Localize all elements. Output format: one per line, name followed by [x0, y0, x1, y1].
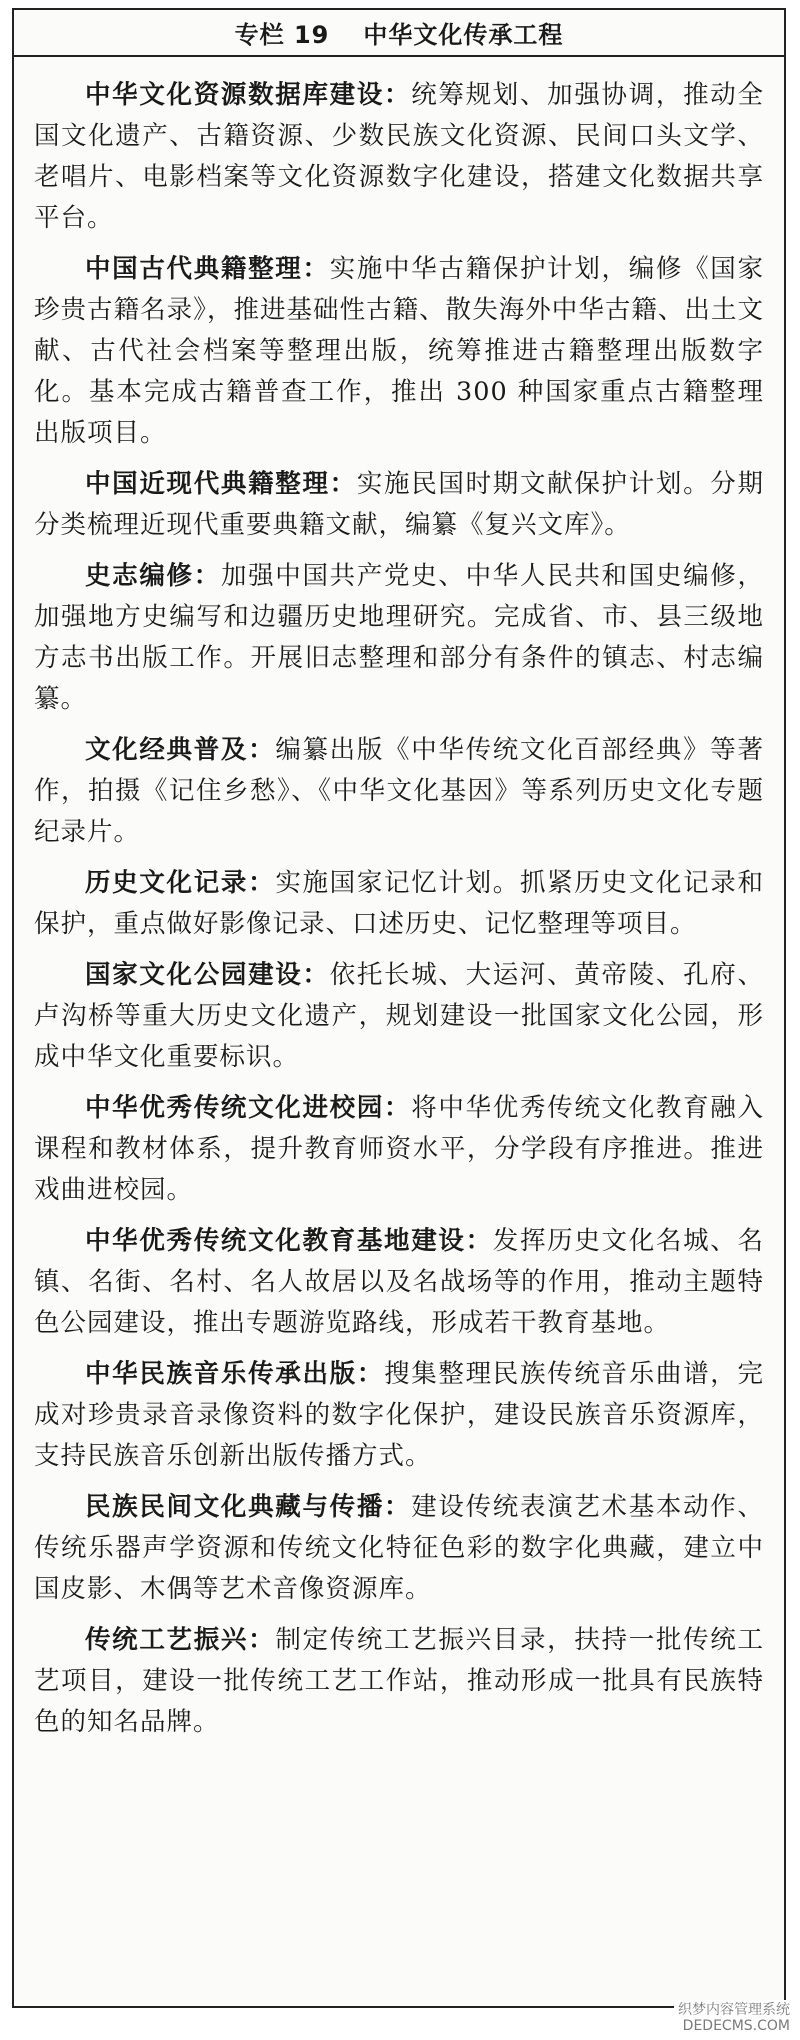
item-text: 实施中华古籍保护计划，编修《国家珍贵古籍名录》，推进基础性古籍、散失海外中华古籍、出土文献、古代社会档案等整理出版，统筹推进古籍整理出版数字化。基本完成古籍普查工作，推出 300 种国家重点古籍整理出版项目。: [34, 254, 764, 448]
watermark-line-1: 织梦内容管理系统: [678, 2002, 790, 2018]
column-box: [12, 8, 786, 2008]
column-title: 中华文化传承工程: [363, 21, 564, 49]
item-text: 将中华优秀传统文化教育融入课程和教材体系，提升教育师资水平，分学段有序推进。推进戏曲进校园。: [34, 1093, 764, 1205]
item-heading: 传统工艺振兴：: [85, 1625, 276, 1655]
list-item: [34, 1354, 764, 1477]
item-text: 制定传统工艺振兴目录，扶持一批传统工艺项目，建设一批传统工艺工作站，推动形成一批具有民族特色的知名品牌。: [34, 1625, 764, 1737]
item-text: 加强中国共产党史、中华人民共和国史编修，加强地方史编写和边疆历史地理研究。完成省、市、县三级地方志书出版工作。开展旧志整理和部分有条件的镇志、村志编纂。: [34, 561, 764, 714]
list-item: [34, 249, 764, 454]
item-heading: 历史文化记录：: [85, 868, 276, 898]
list-item: [34, 556, 764, 720]
item-heading: 国家文化公园建设：: [85, 960, 330, 990]
list-item: [34, 464, 764, 546]
item-text: 编纂出版《中华传统文化百部经典》等著作，拍摄《记住乡愁》、《中华文化基因》等系列历史文化专题纪录片。: [34, 735, 764, 847]
item-text: 实施国家记忆计划。抓紧历史文化记录和保护，重点做好影像记录、口述历史、记忆整理等项目。: [34, 868, 764, 939]
item-heading: 中国近现代典籍整理：: [85, 469, 357, 499]
item-text: 发挥历史文化名城、名镇、名街、名村、名人故居以及名战场等的作用，推动主题特色公园建设，推出专题游览路线，形成若干教育基地。: [34, 1226, 764, 1338]
list-item: [34, 863, 764, 945]
item-heading: 中华优秀传统文化教育基地建设：: [85, 1226, 493, 1256]
site-watermark: [674, 2000, 794, 2036]
list-item: [34, 1088, 764, 1211]
column-header: [14, 10, 784, 57]
item-heading: 中华优秀传统文化进校园：: [85, 1093, 412, 1123]
column-body: [14, 57, 784, 1743]
list-item: [34, 955, 764, 1078]
item-text: 实施民国时期文献保护计划。分期分类梳理近现代重要典籍文献，编纂《复兴文库》。: [34, 469, 764, 540]
item-text: 依托长城、大运河、黄帝陵、孔府、卢沟桥等重大历史文化遗产，规划建设一批国家文化公园，形成中华文化重要标识。: [34, 960, 764, 1072]
list-item: [34, 730, 764, 853]
item-text: 建设传统表演艺术基本动作、传统乐器声学资源和传统文化特征色彩的数字化典藏，建立中国皮影、木偶等艺术音像资源库。: [34, 1492, 764, 1604]
list-item: [34, 75, 764, 239]
item-heading: 史志编修：: [85, 561, 221, 591]
item-text: 搜集整理民族传统音乐曲谱，完成对珍贵录音录像资料的数字化保护，建设民族音乐资源库，支持民族音乐创新出版传播方式。: [34, 1359, 764, 1471]
item-heading: 中华文化资源数据库建设：: [85, 80, 412, 110]
list-item: [34, 1620, 764, 1743]
list-item: [34, 1487, 764, 1610]
item-heading: 民族民间文化典藏与传播：: [85, 1492, 412, 1522]
item-heading: 中国古代典籍整理：: [85, 254, 330, 284]
item-heading: 中华民族音乐传承出版：: [85, 1359, 385, 1389]
item-heading: 文化经典普及：: [85, 735, 276, 765]
watermark-line-2: DEDECMS.COM: [682, 2018, 790, 2034]
list-item: [34, 1221, 764, 1344]
item-text: 统筹规划、加强协调，推动全国文化遗产、古籍资源、少数民族文化资源、民间口头文学、老唱片、电影档案等文化资源数字化建设，搭建文化数据共享平台。: [34, 80, 764, 233]
column-number: 专栏 19: [234, 21, 330, 49]
